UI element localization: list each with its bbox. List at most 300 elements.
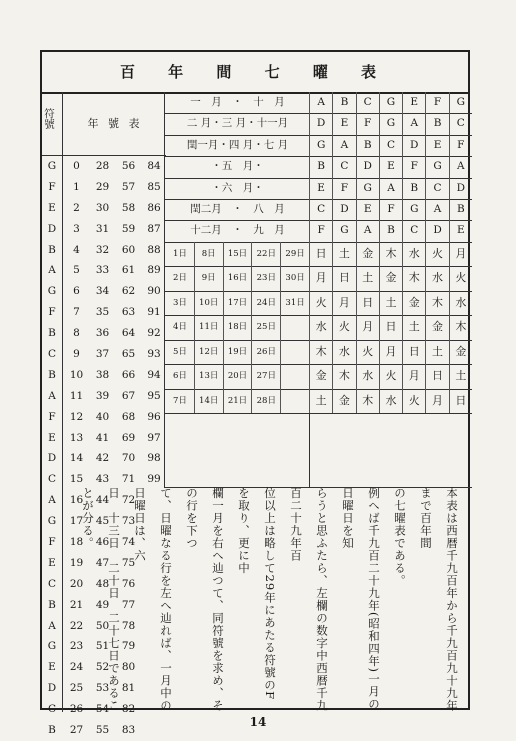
letter-cell: D [449, 178, 472, 199]
table-cell: 79 [121, 640, 136, 653]
day-cell: 20日 [223, 364, 252, 389]
month-label: 二 月・三 月・十一月 [186, 117, 289, 130]
table-cell: 68 [121, 410, 136, 423]
letter-cell: G [356, 178, 379, 199]
note-line: の七曜表である。 [393, 487, 407, 587]
weekday-cell: 土 [379, 291, 402, 316]
letter-cell: E [425, 135, 448, 156]
weekday-cell: 日 [356, 291, 379, 316]
weekday-cell: 日 [309, 242, 332, 267]
table-cell: F [48, 410, 56, 423]
table-cell: 11 [69, 389, 84, 402]
weekday-cell: 月 [425, 389, 448, 414]
table-cell: E [48, 556, 56, 569]
letter-cell: D [402, 135, 425, 156]
letter-cell: F [449, 135, 472, 156]
table-cell: 51 [95, 640, 110, 653]
letter-cell: F [332, 178, 355, 199]
note-line: 位以上は略して29年にあたる符號のFを取り、更に中 [237, 487, 277, 701]
day-cell: 28日 [251, 389, 280, 414]
weekday-row [309, 291, 472, 316]
weekday-cell: 月 [309, 266, 332, 291]
letter-cell: B [379, 220, 402, 241]
table-cell: 54 [95, 703, 110, 716]
table-cell: A [48, 619, 56, 632]
letter-cell: G [425, 156, 448, 177]
day-cell: 11日 [194, 315, 223, 340]
letter-cell: E [332, 113, 355, 134]
table-cell: C [47, 577, 57, 590]
table-cell: 18 [69, 536, 84, 549]
note-line: 欄一月を右へ辿つて、同符號を求め、その行を下つ [185, 487, 225, 712]
letter-cell: F [379, 199, 402, 220]
weekday-cell: 土 [425, 340, 448, 365]
letter-row [309, 92, 472, 113]
letter-cell: G [402, 199, 425, 220]
letter-cell: F [356, 113, 379, 134]
weekday-row [309, 364, 472, 389]
page-title: 百 年 間 七 曜 表 [42, 52, 468, 94]
month-label: ・五 月・ [211, 160, 264, 173]
table-cell: D [47, 222, 57, 235]
letter-cell: E [402, 92, 425, 113]
table-cell: 27 [69, 724, 84, 737]
letter-cell: B [402, 178, 425, 199]
table-cell: 75 [121, 556, 136, 569]
month-label: 閏一月・四 月・七 月 [186, 138, 289, 151]
table-cell: 48 [95, 577, 110, 590]
table-cell: 14 [69, 452, 84, 465]
letter-cell: E [309, 178, 332, 199]
letter-cell: D [332, 199, 355, 220]
letter-cell: B [309, 156, 332, 177]
table-cell: 49 [95, 598, 110, 611]
letter-cell: C [449, 113, 472, 134]
table-cell: 59 [121, 222, 136, 235]
table-cell: 30 [95, 201, 110, 214]
day-cell: 15日 [223, 242, 252, 267]
weekday-cell: 水 [425, 266, 448, 291]
table-cell: 58 [121, 201, 136, 214]
letter-row [309, 156, 472, 177]
weekday-cell: 土 [332, 242, 355, 267]
table-cell: E [48, 431, 56, 444]
letter-cell: B [332, 92, 355, 113]
weekday-cell: 木 [402, 266, 425, 291]
weekday-cell: 金 [309, 364, 332, 389]
years-column-4 [142, 156, 166, 490]
table-cell: F [48, 180, 56, 193]
table-cell: 89 [147, 264, 161, 277]
table-cell: 76 [121, 577, 136, 590]
table-cell: 96 [147, 410, 161, 423]
day-cell: 30日 [280, 266, 309, 291]
table-cell: 64 [121, 327, 136, 340]
weekday-cell: 月 [402, 364, 425, 389]
table-cell: 25 [69, 682, 84, 695]
table-cell: 98 [147, 452, 161, 465]
letter-row [309, 220, 472, 241]
table-cell: 46 [95, 536, 110, 549]
table-cell: A [48, 264, 56, 277]
day-cell: 2日 [172, 273, 187, 284]
weekday-cell: 月 [356, 315, 379, 340]
table-cell: 2 [73, 201, 80, 214]
weekday-row [309, 389, 472, 414]
letter-cell: A [379, 178, 402, 199]
letter-cell: G [379, 113, 402, 134]
weekday-cell: 金 [449, 340, 472, 365]
table-cell: 16 [69, 494, 84, 507]
weekday-cell: 木 [356, 389, 379, 414]
weekday-cell: 金 [379, 266, 402, 291]
weekday-cell: 火 [332, 315, 355, 340]
day-cell: 26日 [251, 340, 280, 365]
table-cell: 13 [69, 431, 84, 444]
days-row [166, 389, 309, 414]
letter-cell: C [309, 199, 332, 220]
table-cell: 6 [73, 285, 80, 298]
table-cell: 20 [69, 577, 84, 590]
letter-row [309, 113, 472, 134]
letter-cell: A [449, 156, 472, 177]
table-cell: 99 [147, 473, 161, 486]
weekday-cell: 水 [402, 242, 425, 267]
weekday-cell: 土 [449, 364, 472, 389]
day-cell [280, 315, 309, 340]
table-cell: 19 [69, 556, 84, 569]
letter-row [309, 199, 472, 220]
letter-cell: C [379, 135, 402, 156]
table-cell: 71 [121, 473, 136, 486]
table-cell: E [48, 661, 56, 674]
table-cell: 37 [95, 348, 110, 361]
day-cell: 9日 [194, 266, 223, 291]
day-cell: 13日 [194, 364, 223, 389]
table-cell: 45 [95, 515, 110, 528]
day-cell: 21日 [223, 389, 252, 414]
table-cell: 21 [69, 598, 84, 611]
weekday-cell: 月 [332, 291, 355, 316]
table-cell: 61 [121, 264, 136, 277]
weekday-cell: 金 [402, 291, 425, 316]
table-cell: D [47, 682, 57, 695]
table-cell: 62 [121, 285, 136, 298]
table-cell: G [47, 160, 57, 172]
weekday-cell: 水 [379, 389, 402, 414]
note-line: 例へば千九百二十九年(昭和四年)一月の日曜日を知 [341, 487, 381, 711]
day-cell: 1日 [172, 248, 187, 259]
table-cell: D [47, 452, 57, 465]
table-cell: B [48, 368, 56, 381]
table-cell: F [48, 306, 56, 319]
day-cell: 23日 [251, 266, 280, 291]
table-cell: 69 [121, 431, 136, 444]
letter-cell: B [425, 113, 448, 134]
weekday-cell: 火 [449, 266, 472, 291]
day-cell: 10日 [194, 291, 223, 316]
weekday-cell: 木 [309, 340, 332, 365]
table-cell: 94 [147, 368, 161, 381]
day-cell: 12日 [194, 340, 223, 365]
table-cell: 29 [95, 180, 110, 193]
table-cell: B [48, 327, 56, 340]
weekday-cell: 火 [356, 340, 379, 365]
table-cell: 24 [69, 661, 84, 674]
weekday-cell: 木 [332, 364, 355, 389]
note-line: 日 十三日 二十日 二十七日であることが分る。 [81, 487, 121, 712]
letter-cell: A [425, 199, 448, 220]
table-cell: 5 [73, 264, 80, 277]
day-cell: 31日 [280, 291, 309, 316]
letter-cell: B [356, 135, 379, 156]
weekday-cell: 火 [425, 242, 448, 267]
table-cell: 50 [95, 619, 110, 632]
letter-cell: D [425, 220, 448, 241]
table-cell: 32 [95, 243, 110, 256]
table-cell: 22 [69, 619, 84, 632]
letter-cell: D [356, 156, 379, 177]
letter-cell: C [356, 92, 379, 113]
days-row [166, 364, 309, 389]
weekday-cell: 日 [402, 340, 425, 365]
table-cell: 0 [73, 160, 80, 172]
letter-cell: C [332, 156, 355, 177]
table-cell: E [48, 201, 56, 214]
table-cell: 84 [147, 160, 161, 172]
table-cell: 7 [73, 306, 80, 319]
month-label: 十二月 ・ 九 月 [190, 224, 285, 237]
table-cell: 28 [95, 160, 110, 172]
years-header: 年 號 表 [87, 117, 143, 130]
weekday-cell: 木 [425, 291, 448, 316]
month-label: ・六 月・ [211, 181, 264, 194]
day-cell: 25日 [251, 315, 280, 340]
table-cell: 77 [121, 598, 136, 611]
table-cell: 56 [121, 160, 136, 172]
table-cell: 47 [95, 556, 110, 569]
table-cell: 93 [147, 348, 161, 361]
table-cell: 82 [121, 703, 136, 716]
letter-cell: A [332, 135, 355, 156]
table-cell: 70 [121, 452, 136, 465]
weekday-cell: 日 [332, 266, 355, 291]
table-cell: G [47, 640, 57, 653]
table-cell: 17 [69, 515, 84, 528]
letter-row [309, 135, 472, 156]
table-cell: 39 [95, 389, 110, 402]
weekday-cell: 水 [332, 340, 355, 365]
table-cell: C [47, 473, 57, 486]
letter-cell: G [449, 92, 472, 113]
weekday-cell: 土 [402, 315, 425, 340]
table-cell: 67 [121, 389, 136, 402]
table-cell: 63 [121, 306, 136, 319]
table-cell: 83 [121, 724, 136, 737]
table-cell: 9 [73, 348, 80, 361]
day-cell: 22日 [251, 242, 280, 267]
letter-cell: E [379, 156, 402, 177]
weekday-cell: 火 [379, 364, 402, 389]
letter-cell: E [356, 199, 379, 220]
table-cell: 31 [95, 222, 110, 235]
table-cell: B [48, 598, 56, 611]
letter-cell: B [449, 199, 472, 220]
weekday-row [309, 340, 472, 365]
weekday-cell: 火 [402, 389, 425, 414]
table-cell: 80 [121, 661, 136, 674]
day-cell [280, 364, 309, 389]
table-cell: 3 [73, 222, 80, 235]
day-cell: 27日 [251, 364, 280, 389]
table-cell: C [47, 348, 57, 361]
table-cell: 81 [121, 682, 136, 695]
letter-cell: C [402, 220, 425, 241]
days-row [166, 340, 309, 365]
table-cell: A [48, 494, 56, 507]
weekday-row [309, 315, 472, 340]
table-cell: 12 [69, 410, 84, 423]
note-line: らうと思ふたら、左欄の数字中西暦千九百二十九年百 [289, 487, 329, 712]
table-cell: 65 [121, 348, 136, 361]
day-cell: 24日 [251, 291, 280, 316]
day-cell: 3日 [172, 297, 187, 308]
days-row [166, 291, 309, 316]
table-cell: 35 [95, 306, 110, 319]
letter-cell: C [425, 178, 448, 199]
day-cell: 14日 [194, 389, 223, 414]
letter-cell: E [449, 220, 472, 241]
table-cell: 23 [69, 640, 84, 653]
table-cell: 33 [95, 264, 110, 277]
table-cell: 40 [95, 410, 110, 423]
day-cell: 16日 [223, 266, 252, 291]
table-cell: 78 [121, 619, 136, 632]
letter-cell: A [356, 220, 379, 241]
days-row [166, 266, 309, 291]
day-cell: 19日 [223, 340, 252, 365]
table-cell: 10 [69, 368, 84, 381]
weekday-cell: 金 [356, 242, 379, 267]
month-label: 一 月 ・ 十 月 [190, 96, 285, 108]
table-cell: 85 [147, 180, 161, 193]
table-cell: B [48, 243, 56, 256]
month-label: 閏二月 ・ 八 月 [190, 203, 285, 215]
table-cell: 44 [95, 494, 110, 507]
table-cell: 91 [147, 306, 161, 319]
day-cell [280, 340, 309, 365]
table-cell: 55 [95, 724, 110, 737]
weekday-cell: 金 [332, 389, 355, 414]
table-cell: 41 [95, 431, 110, 444]
note-line: て、日曜なる行を左へ辿れば、一月中の日曜日は、六 [133, 487, 173, 712]
table-cell: 15 [69, 473, 84, 486]
table-cell: 36 [95, 327, 110, 340]
table-cell: 57 [121, 180, 136, 193]
table-cell: G [47, 515, 57, 528]
weekday-row [309, 242, 472, 267]
note-line: 本表は西暦千九百年から千九百九十九年まで百年間 [419, 487, 459, 712]
days-row [166, 315, 309, 340]
weekday-cell: 水 [309, 315, 332, 340]
letter-cell: G [309, 135, 332, 156]
table-cell: 43 [95, 473, 110, 486]
weekday-row [309, 266, 472, 291]
weekday-cell: 木 [449, 315, 472, 340]
day-cell: 6日 [172, 371, 187, 382]
weekday-cell: 日 [379, 315, 402, 340]
table-cell: 26 [69, 703, 84, 716]
day-cell [280, 389, 309, 414]
letter-row [309, 178, 472, 199]
weekday-cell: 土 [309, 389, 332, 414]
weekday-cell: 日 [425, 364, 448, 389]
day-cell: 8日 [194, 242, 223, 267]
table-cell: 95 [147, 389, 161, 402]
day-cell: 18日 [223, 315, 252, 340]
table-cell: B [48, 724, 56, 737]
weekday-cell: 日 [449, 389, 472, 414]
symbol-column [42, 156, 62, 741]
calendar-table-frame [40, 50, 470, 737]
table-cell: 92 [147, 327, 161, 340]
table-cell: 87 [147, 222, 161, 235]
letter-cell: A [309, 92, 332, 113]
day-cell: 4日 [172, 322, 187, 333]
table-cell: 60 [121, 243, 136, 256]
symbol-header: 符號 [43, 107, 55, 129]
table-cell: F [48, 536, 56, 549]
table-cell: 4 [73, 243, 80, 256]
letter-cell: G [332, 220, 355, 241]
table-cell: 52 [95, 661, 110, 674]
day-cell: 29日 [280, 242, 309, 267]
table-cell: 53 [95, 682, 110, 695]
letter-cell: F [309, 220, 332, 241]
table-cell: 34 [95, 285, 110, 298]
weekday-cell: 木 [379, 242, 402, 267]
table-cell: 42 [95, 452, 110, 465]
table-cell: A [48, 389, 56, 402]
table-cell: 66 [121, 368, 136, 381]
days-row [166, 242, 309, 267]
day-cell: 17日 [223, 291, 252, 316]
weekday-cell: 火 [309, 291, 332, 316]
table-cell: C [47, 703, 57, 716]
day-cell: 7日 [172, 395, 187, 406]
table-cell: 86 [147, 201, 161, 214]
table-cell: 74 [121, 536, 136, 549]
table-cell: 38 [95, 368, 110, 381]
table-cell: 73 [121, 515, 136, 528]
letter-cell: F [425, 92, 448, 113]
weekday-cell: 水 [449, 291, 472, 316]
weekday-cell: 水 [356, 364, 379, 389]
table-cell: 88 [147, 243, 161, 256]
day-cell: 5日 [172, 346, 187, 357]
letter-cell: A [402, 113, 425, 134]
table-cell: G [47, 285, 57, 298]
letter-cell: G [379, 92, 402, 113]
table-cell: 8 [73, 327, 80, 340]
weekday-cell: 金 [425, 315, 448, 340]
letter-cell: F [402, 156, 425, 177]
weekday-cell: 月 [379, 340, 402, 365]
weekday-cell: 月 [449, 242, 472, 267]
page-number: 14 [249, 715, 267, 729]
table-cell: 1 [73, 180, 80, 193]
table-cell: 72 [121, 494, 136, 507]
